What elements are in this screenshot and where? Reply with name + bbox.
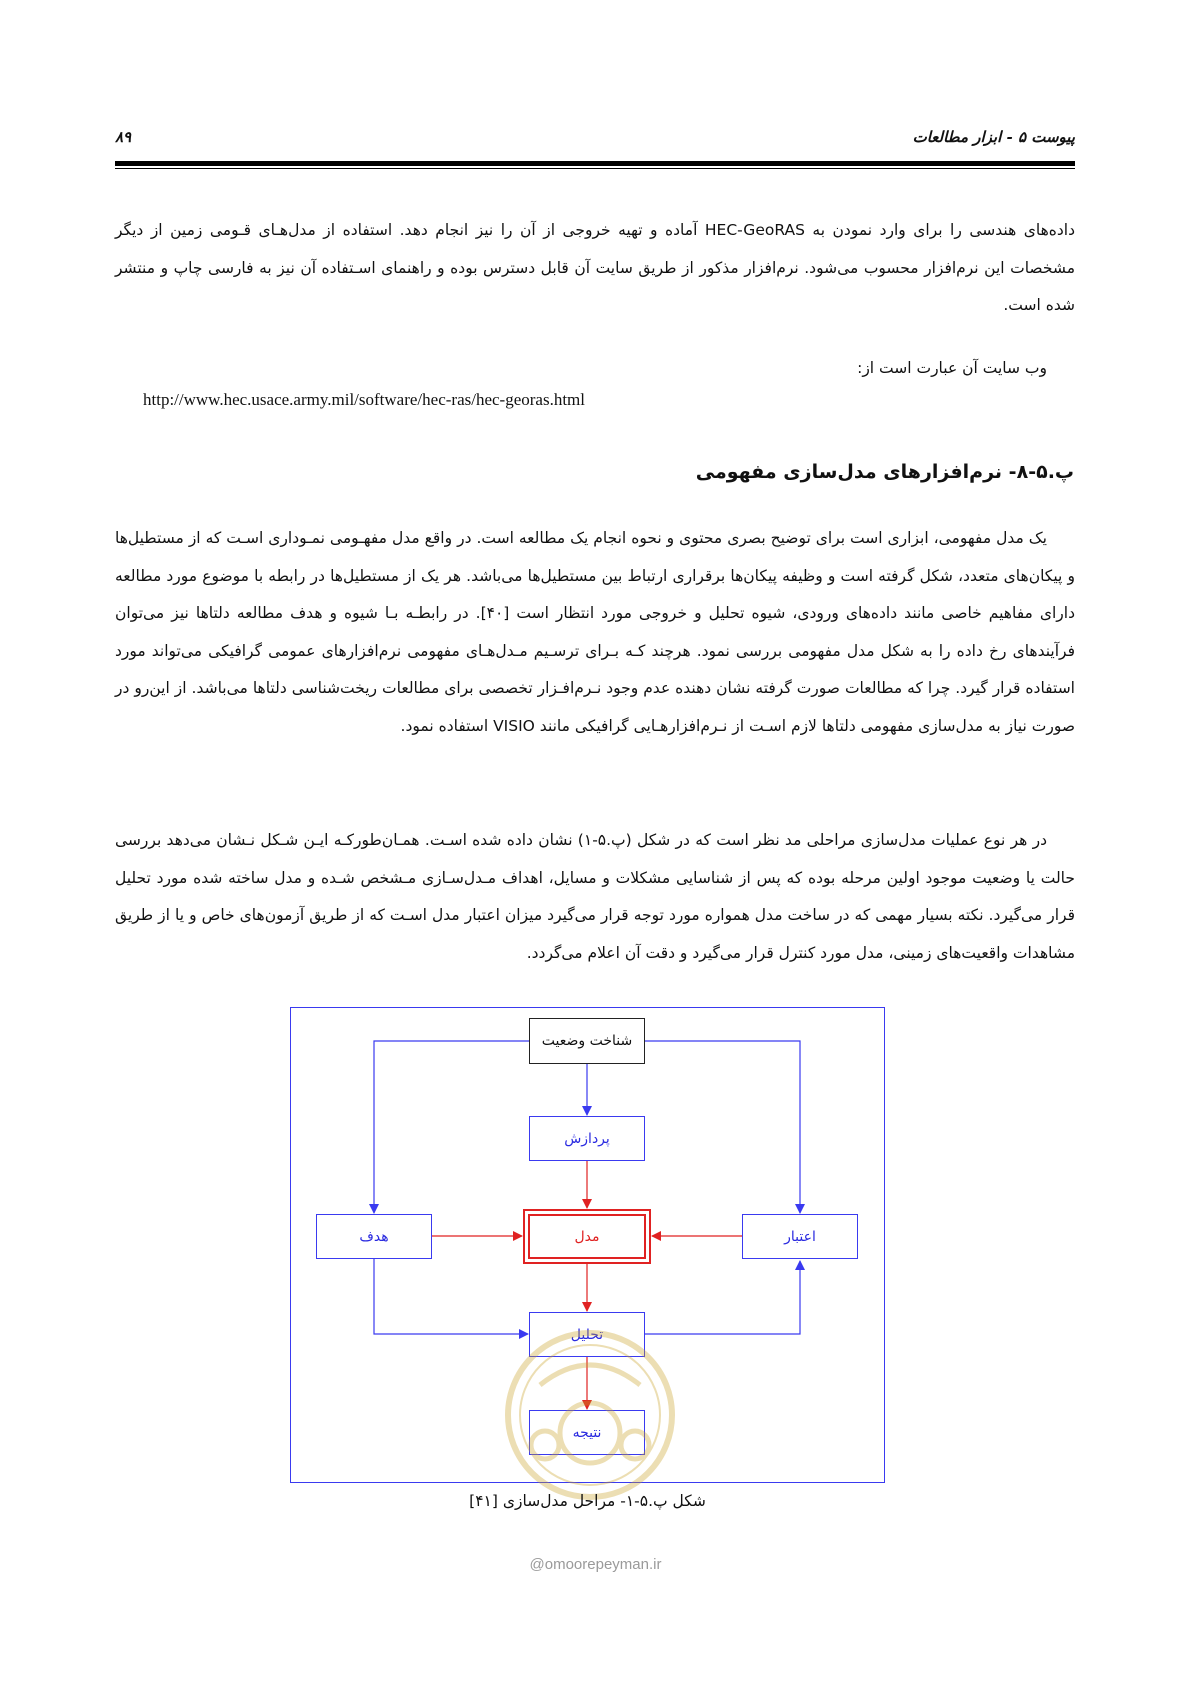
box-goal: هدف: [316, 1214, 432, 1259]
header-rule-thin: [115, 168, 1075, 169]
box-start: شناخت وضعیت: [529, 1018, 645, 1064]
arrow-start-validation: [645, 1041, 800, 1213]
url-text: http://www.hec.usace.army.mil/software/hec-ras/hec-georas.html: [143, 390, 585, 409]
box-validation: اعتبار: [742, 1214, 858, 1259]
header-rule: [115, 161, 1075, 166]
page-number: ۸۹: [115, 128, 132, 146]
arrow-goal-analysis: [374, 1259, 528, 1334]
footer-watermark: @omoorepeyman.ir: [529, 1556, 662, 1573]
box-model-label: مدل: [574, 1228, 600, 1245]
header-title: پیوست ۵ - ابزار مطالعات: [912, 128, 1075, 146]
section-heading: پ.۵-۸- نرم‌افزارهای مدل‌سازی مفهومی: [695, 461, 1074, 483]
site-line: وب سایت آن عبارت است از:: [857, 359, 1047, 377]
figure-caption: شکل پ.۵-۱- مراحل مدل‌سازی [۴۱]: [469, 1492, 706, 1510]
box-processing: پردازش: [529, 1116, 645, 1161]
page-header: [115, 128, 1075, 154]
arrow-start-goal: [374, 1041, 529, 1213]
section-paragraph-2: در هر نوع عملیات مدل‌سازی مراحلی مد نظر است که در شکل (پ.۵-۱) نشان داده شده اسـت. همـان‌طورکـه ایـن شـکل نـشان می‌دهد بررسی حالت یا وضعیت موجود اولین مرحله بوده که پس از شناسایی مشکلات و مسایل، اهداف مـدل‌سـازی مـشخص شـده و مدل ساخته شده مورد تحلیل قرار می‌گیرد. نکته بسیار مهمی که در ساخت مدل همواره مورد توجه قرار می‌گیرد میزان اعتبار مدل اسـت که از طریق آزمون‌های خاص و یا از طریق مشاهدات واقعیت‌های زمینی، مدل مورد کنترل قرار می‌گیرد و دقت آن اعلام می‌گردد.: [115, 831, 1075, 962]
box-analysis: تحلیل: [529, 1312, 645, 1357]
section-paragraph-1: یک مدل مفهومی، ابزاری است برای توضیح بصری محتوی و نحوه انجام یک مطالعه است. در واقع مدل مفهـومی نمـوداری اسـت که از مستطیل‌ها و پیکان‌های متعدد، شکل گرفته است و وظیفه پیکان‌ها برقراری ارتباط بین مستطیل‌ها می‌باشد. هر یک از مستطیل‌ها در رابطه با موضوع مورد مطالعه دارای مفاهیم خاصی مانند داده‌های ورودی، شیوه تحلیل و خروجی مورد انتظار است [۴۰]. در رابطـه بـا شیوه و هدف مطالعه دلتاها نیز می‌توان فرآیندهای رخ داده را به شکل مدل مفهومی بررسی نمود. هرچند کـه بـرای ترسـیم مـدل‌هـای مفهومی نرم‌افزارهای عمومی گرافیکی می‌تواند مورد استفاده قرار گیرد. چرا که مطالعات صورت گرفته نشان دهنده عدم وجود نـرم‌افـزار تخصصی برای مطالعات ریخت‌شناسی دلتاها می‌باشد. از این‌رو در صورت نیاز به مدل‌سازی مفهومی دلتاها لازم اسـت از نـرم‌افزارهـایی گرافیکی مانند VISIO استفاده نمود.: [115, 529, 1076, 735]
arrow-analysis-validation: [645, 1261, 800, 1334]
box-result: نتیجه: [529, 1410, 645, 1455]
box-model: [523, 1209, 651, 1264]
intro-paragraph: داده‌های هندسی را برای وارد نمودن به HEC-GeoRAS آماده و تهیه خروجی از آن را نیز انجام دهد. استفاده از مدل‌هـای قـومی زمین از دیگر مشخصات این نرم‌افزار محسوب می‌شود. نرم‌افزار مذکور از طریق سایت آن قابل دسترس بوده و راهنمای اسـتفاده آن نیز به فارسی چاپ و منتشر شده است.: [115, 221, 1075, 314]
